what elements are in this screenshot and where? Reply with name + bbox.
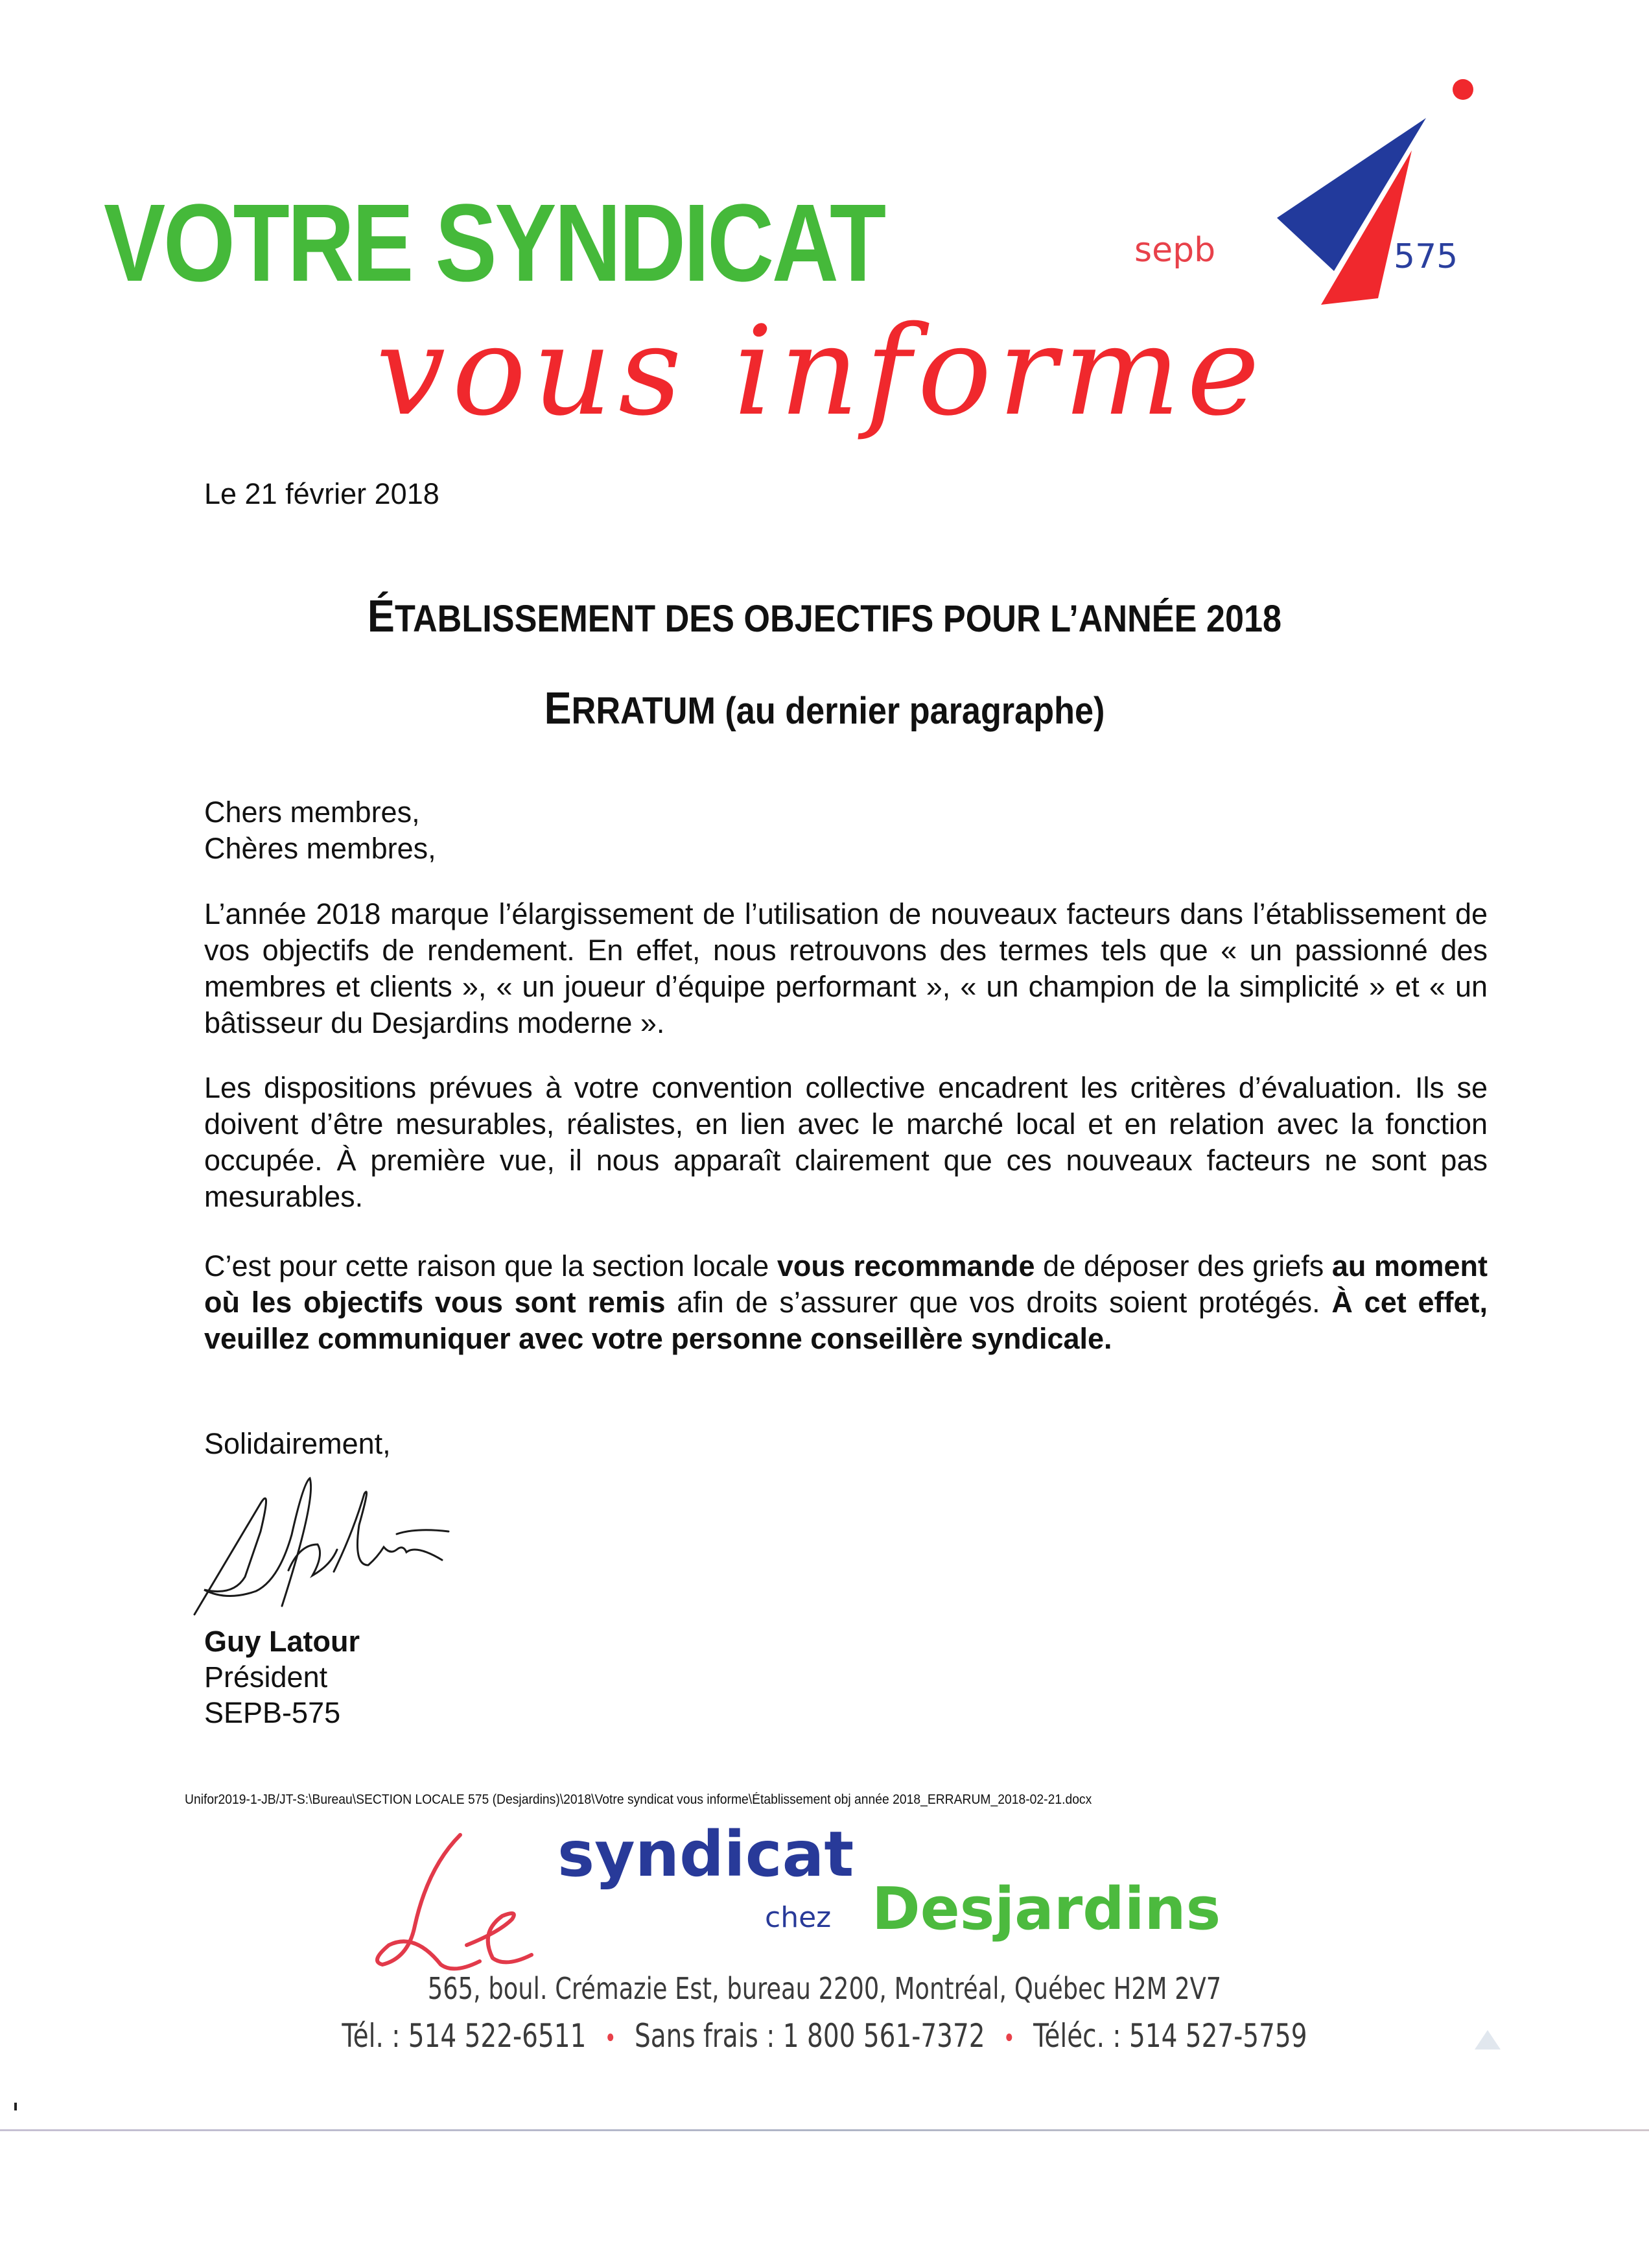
local-number: 575 (1394, 237, 1458, 276)
letter-date: Le 21 février 2018 (204, 477, 439, 510)
paragraph-3 (204, 1248, 1488, 1357)
p3-text-1: C’est pour cette raison que la section locale (204, 1249, 777, 1282)
bullet-separator-icon: • (1003, 2023, 1016, 2053)
p3-text-2: de déposer des griefs (1035, 1249, 1332, 1282)
bullet-separator-icon: • (604, 2023, 616, 2053)
footer-fax: Téléc. : 514 527-5759 (1033, 2017, 1307, 2055)
salutation-line-1: Chers membres, (204, 796, 420, 829)
salutation (204, 794, 1488, 867)
letter-subtitle (82, 681, 1567, 735)
subtitle-caps: RRATUM (571, 690, 716, 732)
p3-bold-recommend: vous recommande (777, 1249, 1035, 1282)
footer-contacts (181, 2016, 1468, 2055)
p3-bold-moment: au moment où les objectifs vous sont remis (204, 1249, 1488, 1319)
scan-artifact-icon (1471, 2026, 1504, 2052)
scan-edge-line (0, 2129, 1649, 2131)
footer-logo-syndicat: syndicat (557, 1818, 854, 1891)
p3-bold-contact: À cet effet, veuillez communiquer avec votre personne conseillère syndicale. (204, 1286, 1488, 1355)
le-script-logo-icon (369, 1828, 551, 1978)
document-file-path: Unifor2019-1-JB/JT-S:\Bureau\SECTION LOCALE 575 (Desjardins)\2018\Votre syndicat vous informe\Établissement obj année 2018_ERRARUM_2018-02-21.docx (185, 1792, 1092, 1807)
logo-dot (1453, 79, 1473, 100)
signer-role: Président (204, 1660, 328, 1694)
footer-logo-desjardins: Desjardins (872, 1875, 1221, 1943)
title-text: TABLISSEMENT DES OBJECTIFS POUR L’ANNÉE 2018 (394, 598, 1282, 640)
footer-logo-chez: chez (765, 1901, 832, 1934)
subtitle-initial: E (544, 683, 572, 733)
closing: Solidairement, (204, 1427, 391, 1460)
salutation-line-2: Chères membres, (204, 832, 436, 865)
handwritten-signature (188, 1467, 473, 1616)
p3-text-3: afin de s’assurer que vos droits soient protégés. (665, 1286, 1332, 1319)
signer-name: Guy Latour (204, 1625, 360, 1658)
subtitle-note: (au dernier paragraphe) (715, 690, 1105, 732)
footer-toll-free: Sans frais : 1 800 561-7372 (634, 2017, 985, 2055)
union-abbreviation: sepb (1134, 231, 1216, 270)
title-initial: É (367, 591, 395, 641)
footer-address: 565, boul. Crémazie Est, bureau 2200, Montréal, Québec H2M 2V7 (427, 1971, 1222, 2006)
paragraph-1: L’année 2018 marque l’élargissement de l’utilisation de nouveaux facteurs dans l’établissement de vos objectifs de rendement. En effet, nous retrouvons des termes tels que « un passionné des membres et clients », « un joueur d’équipe performant », « un champion de la simplicité » et « un bâtisseur du Desjardins moderne ». (204, 897, 1488, 1039)
paragraph-2: Les dispositions prévues à votre convention collective encadrent les critères d’évaluation. Ils se doivent d’être mesurables, réalistes, en lien avec le marché local et en relation avec la fonction occupée. À première vue, il nous apparaît clairement que ces nouveaux facteurs ne sont pas mesurables. (204, 1071, 1488, 1213)
signer-organization: SEPB-575 (204, 1696, 341, 1729)
sepb-logo-sail-icon (1154, 65, 1517, 311)
letter-title (82, 589, 1567, 643)
masthead-script: vous informe (376, 300, 1267, 443)
masthead-title: VOTRE SYNDICAT (104, 182, 884, 305)
footer-phone: Tél. : 514 522-6511 (342, 2017, 587, 2055)
scan-edge-mark (14, 2103, 17, 2110)
